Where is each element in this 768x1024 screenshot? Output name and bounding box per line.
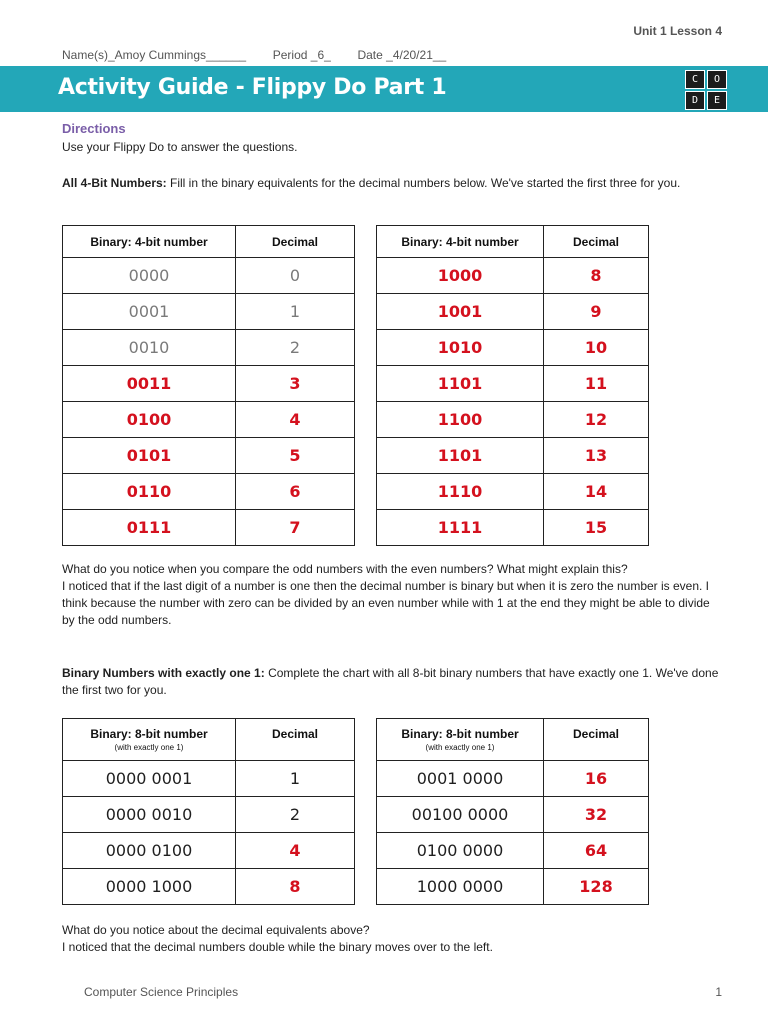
code-logo — [685, 70, 727, 110]
column-header-decimal: Decimal — [236, 226, 355, 258]
decimal-cell: 10 — [544, 330, 649, 366]
column-header-binary: Binary: 4-bit number — [377, 226, 544, 258]
binary-cell: 0000 0001 — [63, 761, 236, 797]
binary-cell: 1111 — [377, 510, 544, 546]
decimal-cell: 1 — [236, 294, 355, 330]
decimal-cell: 14 — [544, 474, 649, 510]
table-row — [377, 330, 649, 366]
table-row — [63, 438, 355, 474]
four-bit-table-right — [376, 225, 649, 546]
title-banner — [0, 66, 768, 112]
logo-letter: E — [707, 91, 727, 110]
table-row — [377, 833, 649, 869]
table-row — [63, 474, 355, 510]
decimal-cell: 16 — [544, 761, 649, 797]
decimal-cell: 8 — [236, 869, 355, 905]
section2-lead: Binary Numbers with exactly one 1: — [62, 666, 265, 680]
column-header-binary: Binary: 4-bit number — [63, 226, 236, 258]
decimal-cell: 4 — [236, 402, 355, 438]
decimal-cell: 2 — [236, 330, 355, 366]
footer-course: Computer Science Principles — [84, 985, 239, 999]
binary-cell: 0000 — [63, 258, 236, 294]
decimal-cell: 128 — [544, 869, 649, 905]
binary-cell: 0001 0000 — [377, 761, 544, 797]
question1-prompt: What do you notice when you compare the odd numbers with the even numbers? What might explain this? — [62, 562, 628, 576]
table-row — [377, 510, 649, 546]
four-bit-table-left — [62, 225, 355, 546]
table-row — [377, 797, 649, 833]
binary-cell: 1101 — [377, 438, 544, 474]
binary-cell: 0011 — [63, 366, 236, 402]
directions-text: Use your Flippy Do to answer the questions. — [62, 140, 298, 154]
binary-cell: 00100 0000 — [377, 797, 544, 833]
column-subheader: (with exactly one 1) — [425, 743, 495, 752]
binary-cell: 1010 — [377, 330, 544, 366]
question2-answer: I noticed that the decimal numbers double while the binary moves over to the left. — [62, 940, 493, 954]
question2-prompt: What do you notice about the decimal equivalents above? — [62, 923, 370, 937]
names-field: Name(s)_Amoy Cummings______ — [62, 48, 247, 62]
binary-cell: 0010 — [63, 330, 236, 366]
binary-cell: 1001 — [377, 294, 544, 330]
date-field: Date _4/20/21__ — [357, 48, 447, 62]
section2-text: Complete the chart with all 8-bit binary numbers that have exactly one 1. We've done the first two for you. — [62, 666, 719, 697]
table-row — [63, 366, 355, 402]
table-row — [63, 797, 355, 833]
logo-letter: C — [685, 70, 705, 89]
decimal-cell: 9 — [544, 294, 649, 330]
question2 — [62, 922, 722, 956]
decimal-cell: 64 — [544, 833, 649, 869]
column-header-binary: Binary: 8-bit number (with exactly one 1) — [377, 719, 544, 761]
binary-cell: 0000 0010 — [63, 797, 236, 833]
table-row — [377, 366, 649, 402]
eight-bit-table-left — [62, 718, 355, 905]
unit-lesson-label: Unit 1 Lesson 4 — [633, 24, 722, 38]
table-row — [377, 869, 649, 905]
table-row — [63, 258, 355, 294]
decimal-cell: 6 — [236, 474, 355, 510]
logo-letter: O — [707, 70, 727, 89]
table-row — [63, 869, 355, 905]
page-title: Activity Guide - Flippy Do Part 1 — [58, 75, 447, 100]
table-row — [377, 474, 649, 510]
column-header-binary: Binary: 8-bit number (with exactly one 1) — [63, 719, 236, 761]
table-row — [377, 402, 649, 438]
binary-cell: 0000 0100 — [63, 833, 236, 869]
decimal-cell: 12 — [544, 402, 649, 438]
question1 — [62, 561, 722, 629]
section1-text: Fill in the binary equivalents for the decimal numbers below. We've started the first three for you. — [166, 176, 681, 190]
decimal-cell: 2 — [236, 797, 355, 833]
binary-cell: 0100 0000 — [377, 833, 544, 869]
binary-cell: 0000 1000 — [63, 869, 236, 905]
student-info-line — [62, 48, 446, 62]
table-row — [377, 294, 649, 330]
table-row — [63, 833, 355, 869]
section2-instructions — [62, 665, 722, 699]
eight-bit-table-right — [376, 718, 649, 905]
binary-cell: 1000 — [377, 258, 544, 294]
binary-cell: 0001 — [63, 294, 236, 330]
binary-cell: 1100 — [377, 402, 544, 438]
table-row — [63, 294, 355, 330]
decimal-cell: 32 — [544, 797, 649, 833]
table-row — [63, 330, 355, 366]
table-row — [63, 402, 355, 438]
table-row — [63, 761, 355, 797]
binary-cell: 1110 — [377, 474, 544, 510]
table-row — [377, 258, 649, 294]
logo-letter: D — [685, 91, 705, 110]
column-header-decimal: Decimal — [544, 719, 649, 761]
decimal-cell: 11 — [544, 366, 649, 402]
decimal-cell: 4 — [236, 833, 355, 869]
page-number: 1 — [715, 985, 722, 999]
binary-cell: 0101 — [63, 438, 236, 474]
binary-cell: 0100 — [63, 402, 236, 438]
decimal-cell: 1 — [236, 761, 355, 797]
question1-answer: I noticed that if the last digit of a number is one then the decimal number is binary but when it is zero the number is even. I think because the number with zero can be divided by an even number while with 1 at the end they might be able to divide by the odd numbers. — [62, 579, 710, 627]
binary-cell: 0110 — [63, 474, 236, 510]
column-header-decimal: Decimal — [544, 226, 649, 258]
directions-heading: Directions — [62, 121, 126, 136]
table-row — [377, 761, 649, 797]
column-subheader: (with exactly one 1) — [114, 743, 184, 752]
decimal-cell: 8 — [544, 258, 649, 294]
section1-lead: All 4-Bit Numbers: — [62, 176, 167, 190]
table-row — [377, 438, 649, 474]
period-field: Period _6_ — [272, 48, 331, 62]
decimal-cell: 3 — [236, 366, 355, 402]
section1-instructions — [62, 175, 722, 192]
table-row — [63, 510, 355, 546]
binary-cell: 0111 — [63, 510, 236, 546]
decimal-cell: 7 — [236, 510, 355, 546]
decimal-cell: 5 — [236, 438, 355, 474]
column-header-decimal: Decimal — [236, 719, 355, 761]
binary-cell: 1000 0000 — [377, 869, 544, 905]
binary-cell: 1101 — [377, 366, 544, 402]
decimal-cell: 13 — [544, 438, 649, 474]
decimal-cell: 15 — [544, 510, 649, 546]
decimal-cell: 0 — [236, 258, 355, 294]
